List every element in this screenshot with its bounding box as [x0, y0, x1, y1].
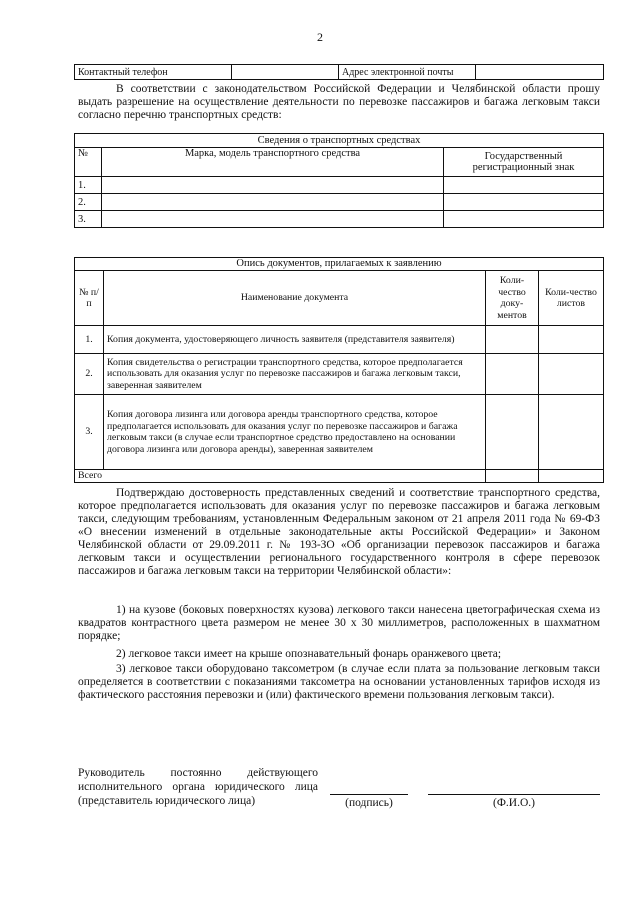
vehicle-reg-cell[interactable]: [444, 211, 604, 228]
fio-line[interactable]: [428, 794, 600, 795]
doc-row: [75, 395, 604, 470]
vehicle-model-cell[interactable]: [102, 194, 444, 211]
email-value[interactable]: [476, 65, 604, 80]
page-number: 2: [317, 30, 323, 44]
vehicles-col-num: №: [75, 148, 102, 177]
vehicles-col-model: Марка, модель транспортного средства: [102, 148, 444, 177]
doc-qty-cell[interactable]: [486, 326, 539, 354]
vehicle-row-num: 2.: [75, 194, 102, 211]
intro-paragraph: В соответствии с законодательством Российской Федерации и Челябинской области прошу выдать разрешение на осуществление деятельности по перевозке пассажиров и багажа легковым такси согласно перечню транспортных средств:: [78, 83, 600, 121]
requirement-1: 1) на кузове (боковых поверхностях кузова) легкового такси нанесена цветографическая схема из квадратов контрастного цвета размером не менее 30 х 30 миллиметров, расположенных в шахматном порядке;: [78, 604, 600, 642]
doc-row-text: Копия свидетельства о регистрации транспортного средства, которое предполагается использовать для оказания услуг по перевозке пассажиров и багажа легковым такси, заверенная заявителем: [104, 354, 486, 395]
phone-label: Контактный телефон: [75, 65, 232, 80]
doc-sheets-cell[interactable]: [539, 326, 604, 354]
vehicle-row-num: 1.: [75, 177, 102, 194]
vehicle-row: [75, 211, 604, 228]
doc-qty-cell[interactable]: [486, 395, 539, 470]
doc-row: [75, 354, 604, 395]
vehicle-reg-cell[interactable]: [444, 194, 604, 211]
doc-qty-cell[interactable]: [486, 354, 539, 395]
docs-col-name: Наименование документа: [104, 271, 486, 326]
vehicles-caption: Сведения о транспортных средствах: [75, 134, 604, 148]
fio-label: (Ф.И.О.): [493, 797, 535, 809]
doc-row: [75, 326, 604, 354]
contact-table: [74, 64, 604, 80]
vehicle-reg-cell[interactable]: [444, 177, 604, 194]
doc-row-num: 3.: [75, 395, 104, 470]
doc-row-num: 2.: [75, 354, 104, 395]
doc-row-num: 1.: [75, 326, 104, 354]
docs-col-num: № п/п: [75, 271, 104, 326]
vehicles-table: [74, 133, 604, 228]
signatory-role: Руководитель постоянно действующего исполнительного органа юридического лица (представитель юридического лица): [78, 767, 318, 807]
signature-label: (подпись): [345, 797, 393, 809]
vehicle-row: [75, 194, 604, 211]
requirement-2: 2) легковое такси имеет на крыше опознавательный фонарь оранжевого цвета;: [116, 648, 502, 660]
docs-col-qty-sheets: Коли-чество листов: [539, 271, 604, 326]
phone-value[interactable]: [232, 65, 339, 80]
vehicle-model-cell[interactable]: [102, 177, 444, 194]
doc-row-text: Копия договора лизинга или договора аренды транспортного средства, которое предполагается использовать для оказания услуг по перевозке пассажиров и багажа легковым такси (в случае если транспортное средство предоставлено на основании договора лизинга или договора аренды), заверенная заявителем: [104, 395, 486, 470]
doc-row-text: Копия документа, удостоверяющего личность заявителя (представителя заявителя): [104, 326, 486, 354]
vehicles-col-reg: Государственный регистрационный знак: [444, 148, 604, 177]
docs-col-qty-docs: Коли-чество доку-ментов: [486, 271, 539, 326]
documents-table: [74, 257, 604, 483]
confirm-paragraph: Подтверждаю достоверность представленных сведений и соответствие транспортного средства, которое предполагается использовать для оказания услуг по перевозке пассажиров и багажа легковым такси, следующим требованиям, установленным Федеральным законом от 21 апреля 2011 года № 69-ФЗ «О внесении изменений в отдельные законодательные акты Российской Федерации» и Законом Челябинской области от 29.09.2011 г. № 193-ЗО «Об организации перевозок пассажиров и багажа легковым такси и осуществлении регионального государственного контроля в сфере перевозок пассажиров и багажа легковым такси на территории Челябинской области»:: [78, 487, 600, 577]
vehicle-row-num: 3.: [75, 211, 102, 228]
vehicle-row: [75, 177, 604, 194]
docs-total-label: Всего: [75, 470, 486, 483]
docs-total-sheets[interactable]: [539, 470, 604, 483]
email-label: Адрес электронной почты: [339, 65, 476, 80]
docs-caption: Опись документов, прилагаемых к заявлению: [75, 258, 604, 271]
requirement-3: 3) легковое такси оборудовано таксометром (в случае если плата за пользование легковым такси определяется в соответствии с показаниями таксометра на основании установленных тарифов исходя из фактического расстояния перевозки и (или) фактического времени пользования легковым такси).: [78, 663, 600, 701]
doc-sheets-cell[interactable]: [539, 354, 604, 395]
vehicle-model-cell[interactable]: [102, 211, 444, 228]
signature-line[interactable]: [330, 794, 408, 795]
docs-total-qty[interactable]: [486, 470, 539, 483]
doc-sheets-cell[interactable]: [539, 395, 604, 470]
